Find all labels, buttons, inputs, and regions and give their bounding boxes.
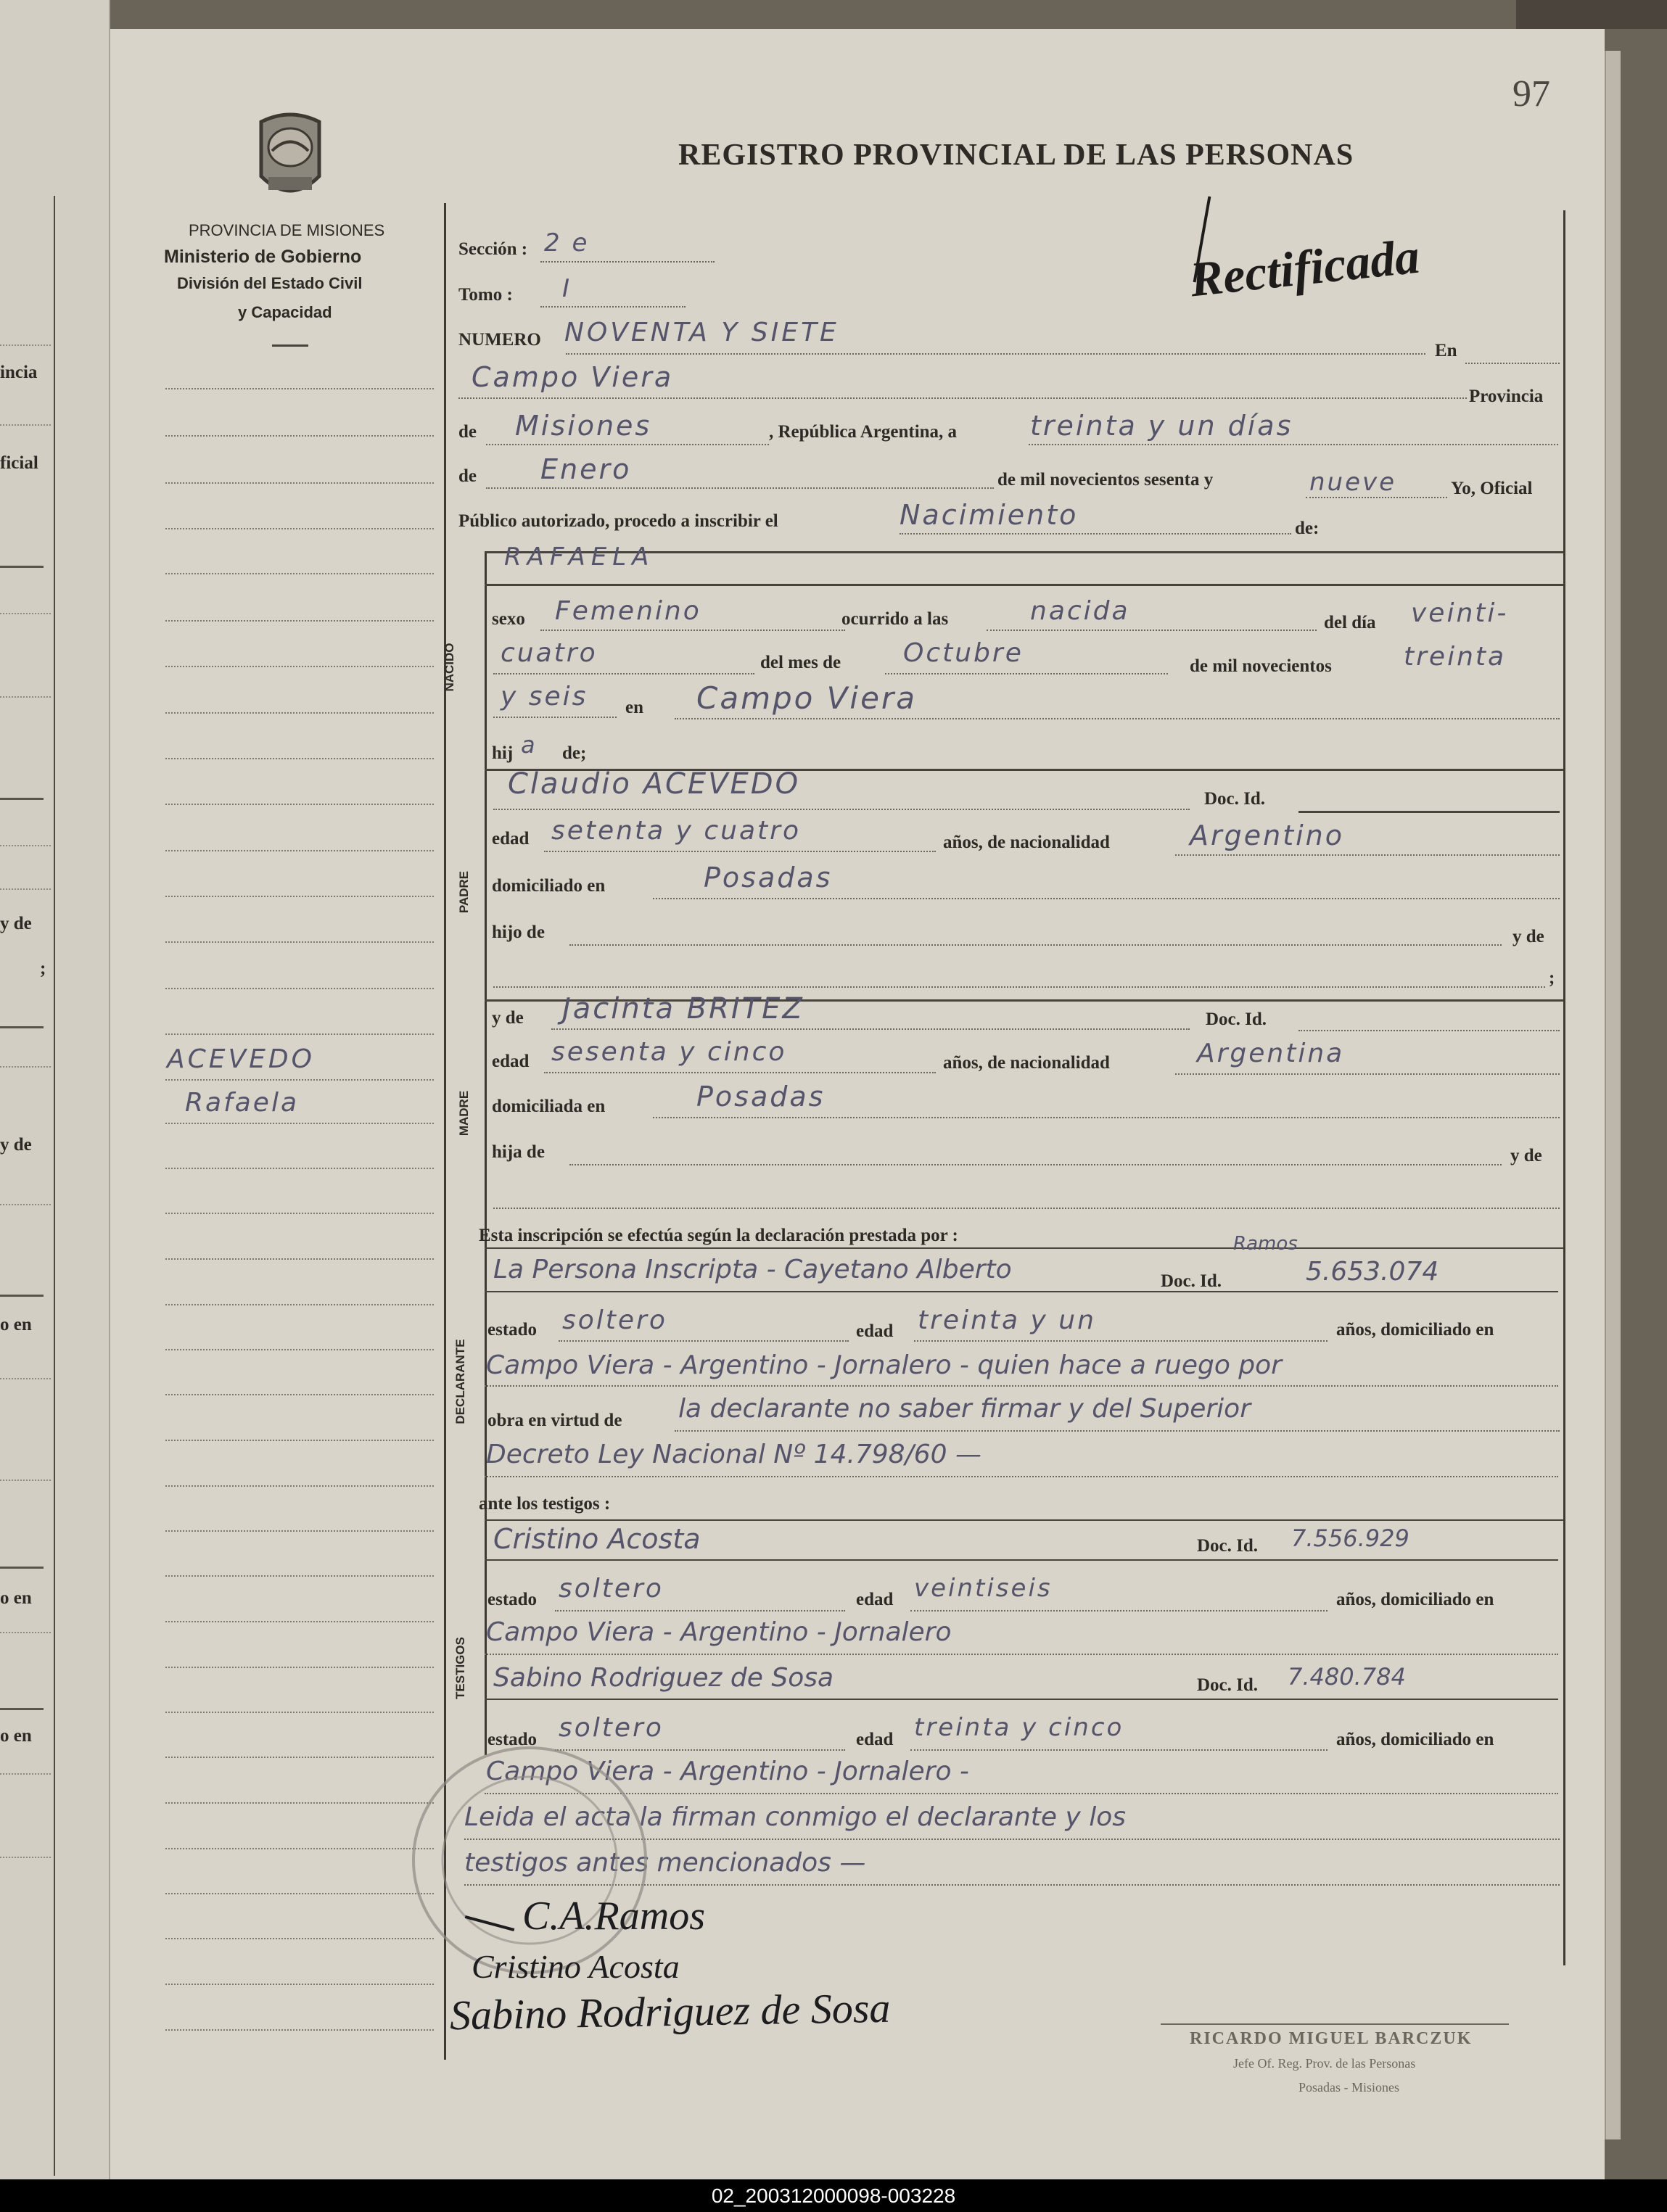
left-facing-page — [0, 0, 110, 2179]
madre-name-line — [551, 1028, 1190, 1030]
ocurrido-label: ocurrido a las — [841, 609, 949, 629]
testigo1-estado-label: estado — [487, 1590, 538, 1609]
numero-value: NOVENTA Y SIETE — [564, 318, 839, 347]
padre-dom-label: domiciliado en — [492, 876, 606, 896]
de-label-2: de — [458, 466, 477, 486]
provincia-line — [486, 444, 769, 445]
declarante-section-label: DECLARANTE — [453, 1339, 467, 1424]
place-line — [458, 397, 1467, 399]
hij-suffix: a — [521, 731, 538, 759]
nacido-en-label: en — [625, 698, 643, 717]
anio-value-b: y seis — [501, 682, 588, 711]
madre-dom-label: domiciliada en — [492, 1097, 606, 1116]
margin-rule — [165, 1079, 434, 1081]
testigo2-edad-line — [910, 1749, 1328, 1751]
margin-rule — [165, 1667, 434, 1668]
testigo2-estado-label: estado — [487, 1730, 538, 1749]
margin-rule — [165, 1893, 434, 1894]
madre-hija-label: hija de — [492, 1142, 545, 1162]
nacido-section-label: NACIDO — [443, 643, 456, 692]
margin-rule — [165, 712, 434, 714]
signature-testigo-2: Sabino Rodriguez de Sosa — [449, 1984, 891, 2039]
sexo-label: sexo — [492, 609, 525, 629]
testigo2-estado: soltero — [559, 1713, 664, 1743]
hij-label: hij — [492, 743, 514, 763]
testigo1-estado-line — [555, 1610, 845, 1611]
testigo1-estado: soltero — [559, 1574, 664, 1604]
left-rule — [0, 613, 51, 614]
declarante-estado-line — [559, 1340, 849, 1342]
margin-rule — [165, 1168, 434, 1169]
margin-rule — [165, 1123, 434, 1124]
header-dash — [272, 344, 308, 347]
margin-rule — [165, 988, 434, 989]
padre-nacionalidad: Argentino — [1190, 820, 1344, 851]
margin-rule — [165, 1485, 434, 1487]
closing-line-2: testigos antes mencionados — — [464, 1848, 866, 1878]
province-crest-icon — [247, 107, 334, 209]
left-rule-solid — [0, 1026, 44, 1028]
testigo2-doc: 7.480.784 — [1288, 1663, 1406, 1691]
left-rule — [0, 1773, 51, 1775]
padre-name: Claudio ACEVEDO — [508, 767, 801, 801]
testigo2-domicilio: Campo Viera - Argentino - Jornalero - — [486, 1757, 969, 1786]
left-fragment: o en — [0, 1315, 32, 1334]
testigo2-dom-label: años, domiciliado en — [1336, 1730, 1494, 1749]
obra-value: la declarante no saber firmar y del Superior — [678, 1394, 1251, 1424]
obra-line — [675, 1430, 1560, 1432]
madre-edad-line — [544, 1072, 936, 1073]
provincia-value: Misiones — [515, 410, 652, 442]
margin-rule — [165, 1712, 434, 1713]
acto-line — [900, 533, 1291, 535]
testigo1-dom-label: años, domiciliado en — [1336, 1590, 1494, 1609]
declarante-name-sup: Ramos — [1233, 1233, 1298, 1255]
margin-rule — [165, 435, 434, 437]
hij-de-label: de; — [562, 743, 587, 763]
margin-rule — [165, 573, 434, 574]
margin-rule — [165, 620, 434, 622]
year-value: nueve — [1309, 468, 1397, 497]
mil-novecientos-label: de mil novecientos — [1190, 656, 1332, 676]
tomo-value: I — [562, 274, 572, 303]
year-line — [1306, 497, 1447, 498]
margin-note-surname: ACEVEDO — [167, 1044, 315, 1074]
madre-name: Jacinta BRITEZ — [562, 992, 804, 1025]
testigo2-edad-label: edad — [856, 1730, 894, 1749]
declarante-doc: 5.653.074 — [1306, 1257, 1439, 1287]
madre-domicilio: Posadas — [696, 1081, 826, 1113]
madre-edad-label: edad — [492, 1052, 530, 1071]
left-rule — [0, 1204, 51, 1205]
declarante-intro: Esta inscripción se efectúa según la declaración prestada por : — [479, 1226, 958, 1245]
province-label: PROVINCIA DE MISIONES — [189, 221, 385, 239]
margin-rule — [165, 2029, 434, 2031]
numero-label: NUMERO — [458, 330, 541, 350]
declarante-dom-label: años, domiciliado en — [1336, 1320, 1494, 1340]
page-stack-edge — [1605, 51, 1621, 2139]
republica-label: , República Argentina, a — [769, 422, 958, 442]
padre-name-line — [493, 809, 1190, 810]
margin-rule — [165, 1984, 434, 1985]
madre-section-label: MADRE — [457, 1090, 471, 1136]
margin-rule — [165, 1575, 434, 1577]
sexo-value: Femenino — [555, 596, 701, 626]
testigo1-edad-label: edad — [856, 1590, 894, 1609]
padre-yde-label: y de — [1512, 927, 1544, 946]
nacido-name-line — [485, 584, 1563, 586]
obra-label: obra en virtud de — [487, 1411, 622, 1430]
margin-rule — [165, 758, 434, 759]
testigo1-edad-line — [910, 1610, 1328, 1611]
stamp-official-name: RICARDO MIGUEL BARCZUK — [1190, 2029, 1473, 2048]
declarante-estado: soltero — [562, 1305, 667, 1335]
stamp-line — [1161, 2023, 1509, 2025]
margin-rule — [165, 896, 434, 897]
left-rule-solid — [0, 1567, 44, 1569]
lugar-line — [675, 718, 1560, 719]
left-rule-solid — [0, 1295, 44, 1297]
testigo1-doc: 7.556.929 — [1291, 1524, 1409, 1552]
testigos-section-label: TESTIGOS — [453, 1637, 467, 1699]
padre-domicilio: Posadas — [704, 862, 833, 894]
testigo2-name-line — [485, 1699, 1558, 1700]
margin-note-name: Rafaela — [185, 1088, 300, 1118]
seccion-value: 2 e — [544, 228, 590, 257]
testigo1-doc-label: Doc. Id. — [1197, 1536, 1259, 1556]
section-frame-line — [485, 551, 487, 1755]
declarante-domicilio: Campo Viera - Argentino - Jornalero - quien hace a ruego por — [486, 1350, 1282, 1380]
padre-edad-line — [544, 851, 936, 852]
declarante-estado-label: estado — [487, 1320, 538, 1340]
testigo2-edad: treinta y cinco — [914, 1713, 1124, 1742]
closing-line-1: Leida el acta la firman conmigo el declarante y los — [464, 1802, 1126, 1832]
left-rule — [0, 845, 51, 846]
margin-rule — [165, 1621, 434, 1622]
division-label-2: y Capacidad — [238, 303, 332, 321]
stamp-role: Jefe Of. Reg. Prov. de las Personas — [1233, 2056, 1416, 2071]
lugar-value: Campo Viera — [696, 680, 917, 716]
margin-rule — [165, 1802, 434, 1804]
rectificada-annotation: Rectificada — [1187, 228, 1423, 308]
padre-doc-line — [1298, 811, 1560, 813]
ministry-label: Ministerio de Gobierno — [164, 247, 362, 267]
left-fragment: o en — [0, 1588, 32, 1608]
mes-value: Octubre — [903, 638, 1024, 668]
left-rule — [0, 888, 51, 890]
padre-dom-line — [653, 898, 1560, 899]
declarante-edad-label: edad — [856, 1321, 894, 1341]
register-title: REGISTRO PROVINCIAL DE LAS PERSONAS — [678, 139, 1354, 172]
madre-doc-label: Doc. Id. — [1206, 1010, 1267, 1029]
signature-testigo-1: Cristino Acosta — [472, 1948, 680, 1985]
padre-nac-label: años, de nacionalidad — [943, 833, 1110, 852]
left-fragment: incia — [0, 363, 38, 382]
margin-rule — [165, 850, 434, 851]
madre-yde-label-2: y de — [1510, 1146, 1542, 1165]
margin-rule — [165, 1213, 434, 1214]
seccion-label: Sección : — [458, 239, 528, 259]
margin-rule — [165, 1349, 434, 1350]
margin-rule — [165, 1304, 434, 1305]
padre-extra-line — [493, 986, 1545, 988]
del-dia-label: del día — [1324, 613, 1376, 632]
tomo-label: Tomo : — [458, 285, 513, 305]
hora-value: nacida — [1030, 596, 1130, 626]
madre-dom-line — [653, 1117, 1560, 1118]
padre-section-label: PADRE — [457, 870, 471, 914]
left-rule-solid — [0, 566, 44, 568]
madre-nac-line — [1175, 1073, 1560, 1075]
testigos-top-line — [485, 1519, 1563, 1521]
margin-rule — [165, 1258, 434, 1260]
declarante-edad-line — [914, 1340, 1328, 1342]
scan-footer-id: 02_200312000098-003228 — [0, 2179, 1667, 2212]
numero-line — [566, 353, 1425, 355]
padre-hijo-label: hijo de — [492, 923, 545, 942]
left-fragment: ficial — [0, 453, 38, 473]
mes-label: del mes de — [760, 653, 841, 672]
en-line — [1465, 363, 1560, 364]
month-value: Enero — [540, 453, 632, 485]
madre-doc-line — [1298, 1030, 1560, 1031]
left-rule-solid — [0, 798, 44, 800]
hora-line — [987, 630, 1317, 631]
padre-edad: setenta y cuatro — [551, 816, 801, 846]
official-seal-icon — [406, 1741, 653, 1980]
padre-nac-line — [1175, 854, 1560, 856]
decreto-value: Decreto Ley Nacional Nº 14.798/60 — — [486, 1440, 981, 1469]
margin-rule — [165, 528, 434, 529]
madre-yde-label: y de — [492, 1008, 524, 1028]
de-colon-label: de: — [1295, 519, 1320, 538]
de-label: de — [458, 422, 477, 442]
book-edge-top — [1516, 0, 1667, 29]
nacido-name: RAFAELA — [504, 542, 655, 571]
margin-rule — [165, 1033, 434, 1035]
tomo-line — [540, 306, 686, 308]
padre-doc-label: Doc. Id. — [1204, 789, 1266, 809]
margin-rule — [165, 666, 434, 667]
testigo1-name-line — [485, 1559, 1558, 1561]
margin-rule — [165, 1848, 434, 1849]
anio-line — [493, 717, 617, 718]
left-rule — [0, 344, 51, 346]
place-value: Campo Viera — [472, 361, 674, 393]
dia-value-b: cuatro — [501, 638, 598, 668]
margin-rule — [165, 1530, 434, 1532]
left-rule — [0, 1632, 51, 1633]
left-rule — [0, 696, 51, 698]
provincia-label: Provincia — [1469, 387, 1544, 406]
declarante-doc-label: Doc. Id. — [1161, 1271, 1222, 1291]
declarante-top-line — [485, 1247, 1563, 1249]
left-rule — [0, 1857, 51, 1858]
left-fragment: ; — [40, 959, 46, 978]
declarante-edad: treinta y un — [918, 1305, 1096, 1335]
left-rule — [0, 1066, 51, 1068]
declarante-dom-line — [485, 1385, 1558, 1387]
madre-extra-line — [493, 1208, 1560, 1209]
left-rule — [0, 1480, 51, 1481]
margin-rule — [165, 482, 434, 484]
sexo-line — [540, 630, 845, 631]
madre-nacionalidad: Argentina — [1197, 1039, 1345, 1068]
left-fragment: o en — [0, 1726, 32, 1746]
mil-label: de mil novecientos sesenta y — [997, 470, 1214, 490]
padre-edad-label: edad — [492, 829, 530, 849]
month-line — [486, 487, 994, 489]
decreto-line — [485, 1476, 1558, 1477]
testigo1-name: Cristino Acosta — [493, 1523, 701, 1555]
page-number: 97 — [1512, 73, 1550, 115]
padre-semicolon: ; — [1549, 968, 1555, 988]
signature-declarante: C.A.Ramos — [522, 1894, 705, 1939]
padre-hijo-line — [569, 944, 1502, 946]
testigos-intro: ante los testigos : — [479, 1494, 611, 1514]
declarante-name: La Persona Inscripta - Cayetano Alberto — [493, 1255, 1012, 1284]
oficial-label: Yo, Oficial — [1451, 479, 1533, 498]
day-value: treinta y un días — [1030, 410, 1293, 442]
stamp-place: Posadas - Misiones — [1298, 2080, 1399, 2095]
left-page-margin-line — [54, 196, 55, 2176]
anio-value-a: treinta — [1404, 642, 1507, 672]
right-frame-line — [1563, 210, 1565, 1965]
division-label-1: División del Estado Civil — [177, 274, 363, 292]
margin-rule — [165, 804, 434, 805]
margin-rule — [165, 1394, 434, 1395]
margin-rule — [165, 1938, 434, 1939]
dia-value-a: veinti- — [1411, 598, 1509, 628]
testigo2-doc-label: Doc. Id. — [1197, 1675, 1259, 1695]
margin-rule — [165, 941, 434, 943]
left-fragment: y de — [0, 914, 32, 933]
testigo1-dom-line — [485, 1654, 1558, 1655]
dia-line — [493, 673, 754, 674]
left-rule — [0, 424, 51, 426]
madre-nac-label: años, de nacionalidad — [943, 1053, 1110, 1073]
en-label: En — [1435, 341, 1457, 360]
margin-rule — [165, 1440, 434, 1441]
publico-label: Público autorizado, procedo a inscribir el — [458, 511, 778, 531]
testigo1-edad: veintiseis — [914, 1574, 1053, 1603]
testigo2-name: Sabino Rodriguez de Sosa — [493, 1663, 834, 1693]
seccion-line — [540, 261, 715, 263]
margin-rule — [165, 388, 434, 389]
declarante-name-line — [485, 1291, 1558, 1292]
margin-rule — [165, 1757, 434, 1758]
left-rule-solid — [0, 1708, 44, 1710]
left-rule — [0, 1378, 51, 1379]
day-line — [1029, 444, 1558, 445]
acto-value: Nacimiento — [900, 499, 1079, 531]
mes-line — [885, 673, 1168, 674]
left-fragment: y de — [0, 1135, 32, 1155]
madre-hija-line — [569, 1164, 1502, 1165]
madre-edad: sesenta y cinco — [551, 1037, 787, 1067]
testigo1-domicilio: Campo Viera - Argentino - Jornalero — [486, 1617, 952, 1647]
